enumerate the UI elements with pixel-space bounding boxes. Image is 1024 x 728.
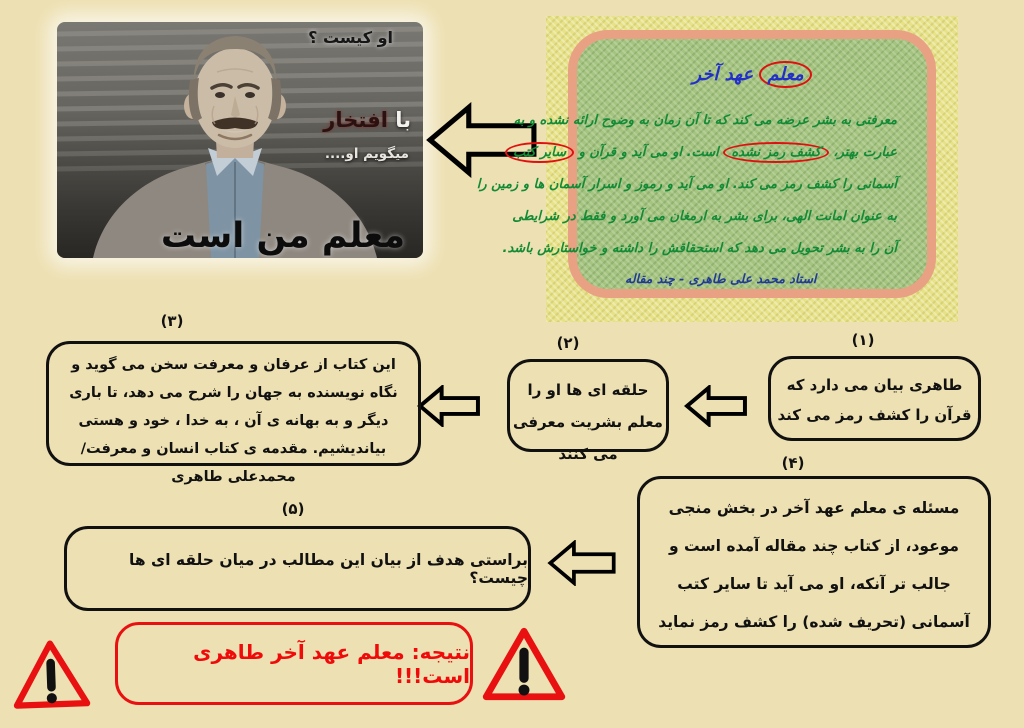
- quote-card-title-rest: عهد آخر: [692, 64, 760, 85]
- left-arrow-icon: [417, 385, 481, 427]
- photo-caption-who: او کیست ؟: [308, 28, 393, 47]
- portrait-photo: [57, 22, 423, 258]
- quote-line: به عنوان امانت الهی، برای بشر به ارمغان می آورد و فقط در شرایطی: [512, 209, 897, 224]
- step-number-2: (۲): [556, 334, 580, 352]
- step-number-1: (۱): [851, 331, 875, 349]
- step-box-2: حلقه ای ها او را معلم بشریت معرفی می کنند: [507, 359, 669, 452]
- quote-line-segment: عبارت بهتر،: [828, 145, 897, 160]
- warning-triangle-icon: [10, 627, 91, 722]
- warning-triangle-icon: [482, 621, 566, 707]
- quote-line: معرفتی به بشر عرضه می کند که تا آن زمان به وضوح ارائه نشده و به: [513, 113, 897, 128]
- photo-caption-pride-eftekhar: افتخار: [323, 108, 388, 132]
- step-box-5: براستی هدف از بیان این مطالب در میان حلقه ای ها چیست؟: [64, 526, 531, 611]
- circled-phrase-other-books: سایر کتب: [505, 142, 574, 163]
- quote-signature: استاد محمد علی طاهری - چند مقاله: [625, 271, 817, 286]
- left-arrow-icon: [542, 540, 622, 586]
- step-box-3: این کتاب از عرفان و معرفت سخن می گوید و نگاه نویسنده به جهان را شرح می دهد، تا باری دیگر و به بهانه ی آن ، به خدا ، خود و هستی بیاندیشیم. مقدمه ی کتاب انسان و معرفت/محمدعلی طاهری: [46, 341, 421, 466]
- photo-caption-say: میگویم او....: [324, 146, 409, 162]
- quote-line: [512, 137, 897, 169]
- quote-card-body: [476, 105, 897, 265]
- quote-card-title: [577, 61, 927, 88]
- step-number-4: (۴): [781, 454, 805, 472]
- step-box-1: طاهری بیان می دارد که قرآن را کشف رمز می کند: [768, 356, 981, 441]
- step-box-4: مسئله ی معلم عهد آخر در بخش منجی موعود، از کتاب چند مقاله آمده است و جالب تر آنکه، او می آید تا سایر کتب آسمانی (تحریف شده) را کشف رمز نماید: [637, 476, 991, 648]
- conclusion-box: نتیجه: معلم عهد آخر طاهری است!!!: [115, 622, 473, 705]
- quote-line-segment: است. او می آید و قرآن و: [574, 145, 724, 160]
- step-number-3: (۳): [160, 312, 184, 330]
- left-arrow-icon: [684, 385, 748, 427]
- photo-caption-teacher: معلم من است: [160, 216, 405, 256]
- quote-line: آسمانی را کشف رمز می کند. او می آید و رموز و اسرار آسمان ها و زمین را: [476, 177, 897, 192]
- quote-card-panel: [476, 30, 936, 298]
- step-number-5: (۵): [281, 500, 305, 518]
- circled-word-moallem: معلم: [759, 61, 811, 88]
- quote-card: [476, 16, 958, 322]
- photo-caption-pride-ba: با: [387, 108, 411, 132]
- photo-caption-pride: [323, 108, 411, 132]
- quote-line: آن را به بشر تحویل می دهد که استحقاقش را داشته و خواستارش باشد.: [502, 241, 897, 256]
- circled-phrase-decoded: کشف رمز نشده: [723, 142, 829, 163]
